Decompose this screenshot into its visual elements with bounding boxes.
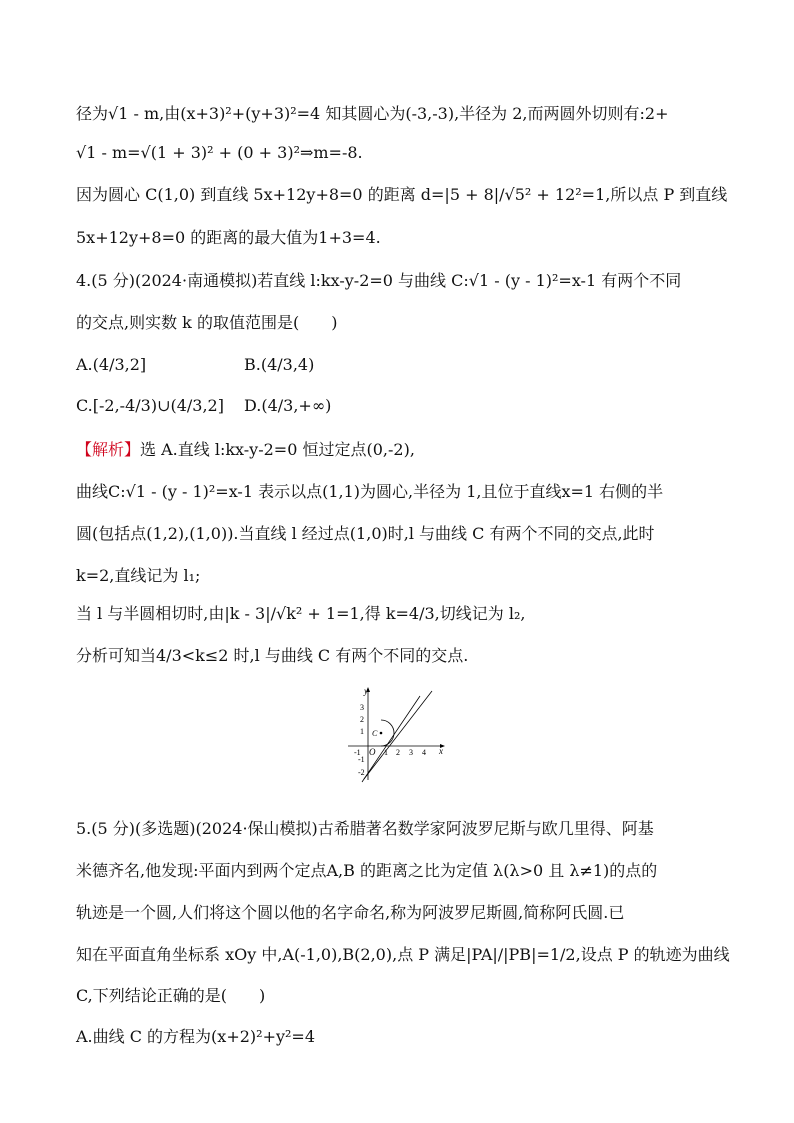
x-axis-label: x: [439, 746, 443, 756]
option-a: A.(4/3,2]: [76, 355, 147, 374]
analysis-line-4: k=2,直线记为 l₁;: [76, 566, 201, 585]
question-5-line-2: 米德齐名,他发现:平面内到两个定点A,B 的距离之比为定值 λ(λ>0 且 λ≠1)的点的: [76, 861, 658, 880]
text-line-3: 因为圆心 C(1,0) 到直线 5x+12y+8=0 的距离 d=|5 + 8|/√5² + 12²=1,所以点 P 到直线: [76, 185, 728, 204]
center-point: [380, 732, 383, 735]
question-5-line-4: 知在平面直角坐标系 xOy 中,A(-1,0),B(2,0),点 P 满足|PA|/|PB|=1/2,设点 P 的轨迹为曲线: [76, 945, 730, 964]
y-tick-neg1: -1: [358, 755, 365, 764]
option-d: D.(4/3,+∞): [244, 396, 332, 415]
text-line-2: √1 - m=√(1 + 3)² + (0 + 3)²⇒m=-8.: [76, 143, 363, 162]
text-line-1: 径为√1 - m,由(x+3)²+(y+3)²=4 知其圆心为(-3,-3),半径为 2,而两圆外切则有:2+: [76, 104, 669, 123]
analysis-line: [76, 439, 415, 461]
question-4-stem: 4.(5 分)(2024·南通模拟)若直线 l:kx-y-2=0 与曲线 C:√1 - (y - 1)²=x-1 有两个不同: [76, 271, 682, 290]
analysis-line-3: 圆(包括点(1,2),(1,0)).当直线 l 经过点(1,0)时,l 与曲线 C 有两个不同的交点,此时: [76, 524, 655, 543]
analysis-figure: [346, 684, 450, 784]
x-tick-3: 3: [409, 748, 413, 757]
analysis-line-6: 分析可知当4/3<k≤2 时,l 与曲线 C 有两个不同的交点.: [76, 646, 469, 665]
analysis-line-5: 当 l 与半圆相切时,由|k - 3|/√k² + 1=1,得 k=4/3,切线记为 l₂,: [76, 604, 526, 623]
origin-label: O: [369, 747, 376, 757]
question-4-stem-2: 的交点,则实数 k 的取值范围是( ): [76, 313, 338, 332]
y-tick-1: 1: [360, 727, 364, 736]
analysis-tag: 【解析】: [76, 440, 141, 459]
curve-label: C: [372, 729, 378, 738]
y-tick-neg2: -2: [358, 768, 365, 777]
x-tick-2: 2: [396, 748, 400, 757]
question-5-option-a: A.曲线 C 的方程为(x+2)²+y²=4: [76, 1027, 316, 1046]
analysis-text: 选 A.直线 l:kx-y-2=0 恒过定点(0,-2),: [140, 440, 415, 459]
y-axis-label: y: [364, 686, 368, 696]
option-b: B.(4/3,4): [244, 355, 315, 374]
x-tick-neg1: -1: [354, 748, 361, 757]
x-tick-1: 1: [384, 748, 388, 757]
question-5-line-5: C,下列结论正确的是( ): [76, 986, 266, 1005]
option-c: C.[-2,-4/3)∪(4/3,2]: [76, 396, 224, 415]
x-tick-4: 4: [422, 748, 426, 757]
line-l1: [362, 696, 420, 782]
text-line-4: 5x+12y+8=0 的距离的最大值为1+3=4.: [76, 228, 381, 247]
y-tick-2: 2: [360, 715, 364, 724]
analysis-line-2: 曲线C:√1 - (y - 1)²=x-1 表示以点(1,1)为圆心,半径为 1,且位于直线x=1 右侧的半: [76, 482, 664, 501]
question-5-line-3: 轨迹是一个圆,人们将这个圆以他的名字命名,称为阿波罗尼斯圆,简称阿氏圆.已: [76, 903, 625, 922]
y-tick-3: 3: [360, 703, 364, 712]
question-5-line-1: 5.(5 分)(多选题)(2024·保山模拟)古希腊著名数学家阿波罗尼斯与欧几里得、阿基: [76, 819, 654, 838]
